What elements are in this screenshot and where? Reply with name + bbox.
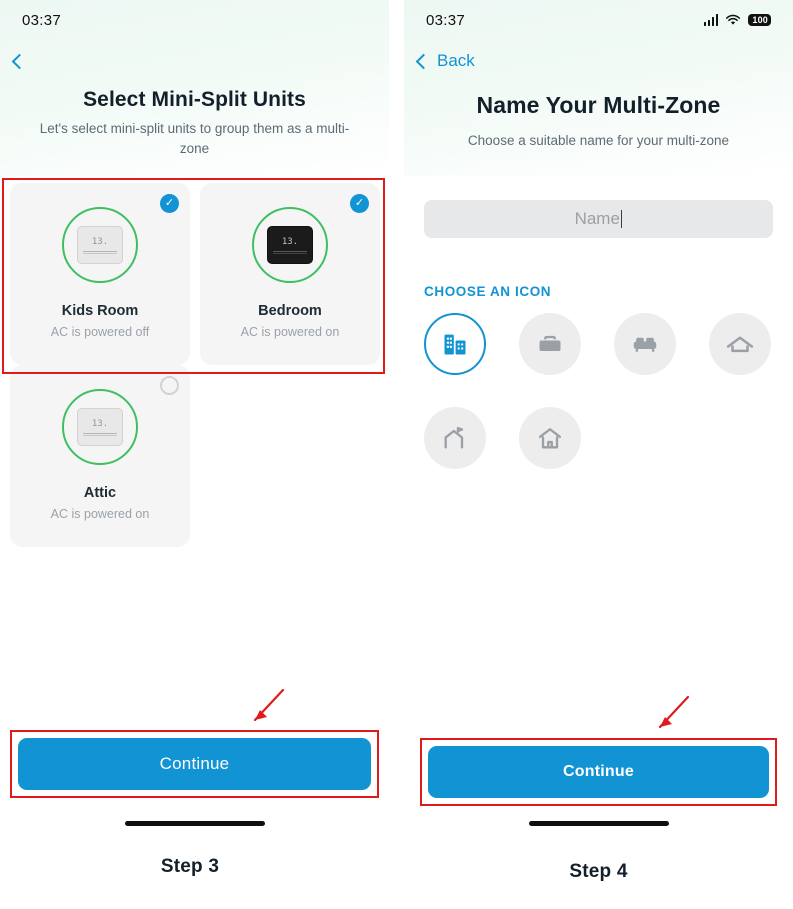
status-icons <box>704 14 772 26</box>
unit-status-ring <box>62 389 138 465</box>
unit-card-row-1 <box>10 183 380 365</box>
text-caret <box>621 210 623 228</box>
continue-button-step4[interactable]: Continue <box>428 746 769 798</box>
unit-card-kids-room[interactable] <box>10 183 190 365</box>
unit-name: Kids Room <box>61 303 139 319</box>
unit-name: Attic <box>83 485 117 501</box>
unit-status: AC is powered on <box>50 507 150 521</box>
unit-grill <box>83 251 117 254</box>
page-subtitle-right: Choose a suitable name for your multi-zone <box>467 133 730 148</box>
check-icon[interactable]: ✓ <box>350 194 369 213</box>
icon-option-office-building[interactable] <box>424 313 486 375</box>
unit-grill <box>273 251 307 254</box>
nav-bar-left[interactable] <box>0 46 389 76</box>
mini-split-icon <box>267 226 313 264</box>
unit-status-ring <box>252 207 328 283</box>
unit-name: Bedroom <box>258 303 322 319</box>
briefcase-icon <box>536 330 564 358</box>
house-icon <box>536 424 564 452</box>
battery-icon: 100 <box>748 14 771 26</box>
unit-display-value: 13. <box>91 236 109 247</box>
icon-option-briefcase[interactable] <box>519 313 581 375</box>
phone-screen-step3 <box>0 0 389 840</box>
choose-icon-label: CHOOSE AN ICON <box>424 284 552 299</box>
chevron-left-icon[interactable] <box>12 53 28 69</box>
annotation-arrow-step3 <box>245 686 289 732</box>
icon-option-house[interactable] <box>519 407 581 469</box>
home-indicator <box>529 821 669 826</box>
unit-card-row-2 <box>10 365 380 547</box>
step-caption-right: Step 4 <box>569 861 628 882</box>
sofa-icon <box>630 329 660 359</box>
mini-split-icon <box>77 408 123 446</box>
icon-picker-grid <box>424 313 773 469</box>
unit-status-ring <box>62 207 138 283</box>
name-input[interactable] <box>424 200 773 238</box>
page-title-right: Name Your Multi-Zone <box>476 92 721 118</box>
annotation-arrow-step4 <box>650 693 694 739</box>
unit-grill <box>83 433 117 436</box>
icon-option-sofa[interactable] <box>614 313 676 375</box>
status-bar-left <box>0 0 389 40</box>
unit-card-attic[interactable] <box>10 365 190 547</box>
page-subtitle-left: Let's select mini-split units to group them as a multi-zone <box>39 121 350 156</box>
status-bar-right <box>404 0 793 40</box>
mini-split-icon <box>77 226 123 264</box>
circle-outline-icon[interactable] <box>160 376 179 395</box>
continue-button-step3[interactable]: Continue <box>18 738 371 790</box>
unit-display-value: 13. <box>91 418 109 429</box>
check-icon[interactable]: ✓ <box>160 194 179 213</box>
chevron-left-icon[interactable] <box>416 53 432 69</box>
unit-status: AC is powered on <box>240 325 340 339</box>
back-button[interactable]: Back <box>437 51 475 70</box>
status-time: 03:37 <box>426 11 466 29</box>
page-title-left: Select Mini-Split Units <box>83 88 306 111</box>
signal-bars-icon <box>704 14 719 26</box>
icon-option-home-roof[interactable] <box>709 313 771 375</box>
house-flag-icon <box>441 424 469 452</box>
unit-display-value: 13. <box>281 236 299 247</box>
nav-bar-right[interactable] <box>404 46 793 76</box>
unit-card-list <box>10 183 380 547</box>
name-input-placeholder: Name <box>574 209 620 228</box>
home-roof-icon <box>725 329 755 359</box>
wifi-icon <box>725 14 741 26</box>
status-time: 03:37 <box>22 11 62 29</box>
step-caption-left: Step 3 <box>160 856 220 877</box>
office-building-icon <box>441 330 469 358</box>
phone-screen-step4 <box>404 0 793 840</box>
unit-status: AC is powered off <box>50 325 150 339</box>
unit-card-bedroom[interactable] <box>200 183 380 365</box>
home-indicator <box>125 821 265 826</box>
icon-option-house-flag[interactable] <box>424 407 486 469</box>
